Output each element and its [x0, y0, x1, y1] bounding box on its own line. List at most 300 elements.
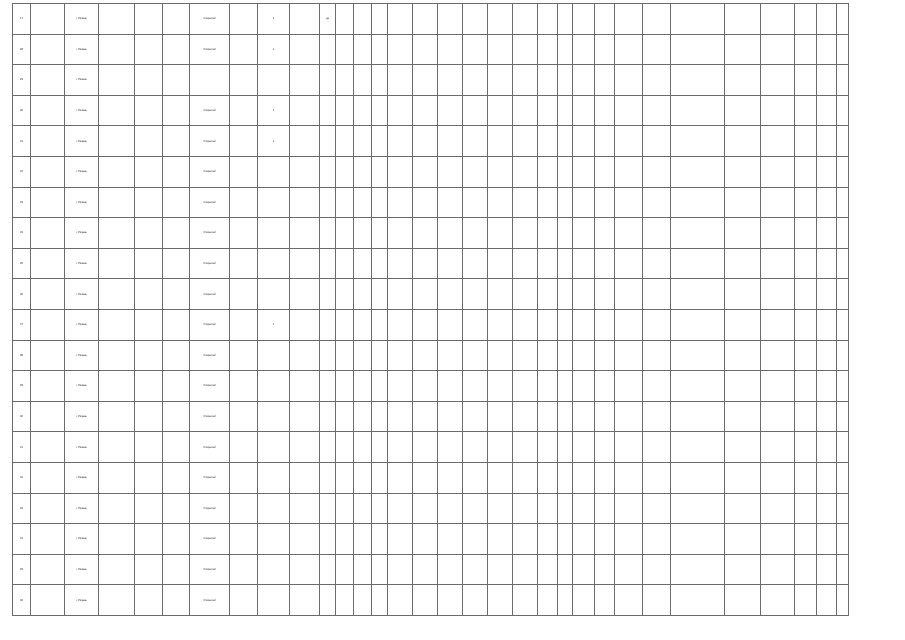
cell-col-23 [595, 462, 615, 493]
cell-address [99, 279, 135, 310]
cell-col-24 [615, 65, 643, 96]
cell-col-20 [538, 187, 558, 218]
cell-row-number: 40 [13, 401, 31, 432]
cell-coordinates [163, 371, 190, 402]
cell-col-28 [761, 95, 795, 126]
cell-containers-count [258, 432, 290, 463]
table-row [13, 493, 849, 524]
cell-col-14 [388, 34, 413, 65]
cell-col-25 [643, 34, 671, 65]
cell-fenced [336, 309, 354, 340]
table-row [13, 126, 849, 157]
cell-address [99, 218, 135, 249]
cell-city: г. Рязань [65, 279, 99, 310]
cell-col-16 [438, 218, 463, 249]
cell-surface [230, 585, 258, 616]
cell-registry-number [31, 462, 65, 493]
cell-col-18 [488, 585, 513, 616]
cell-col-18 [488, 126, 513, 157]
cell-covered [320, 493, 336, 524]
cell-col-18 [488, 554, 513, 585]
cell-coordinates [163, 309, 190, 340]
cell-col-25 [643, 309, 671, 340]
cell-col-26 [671, 95, 725, 126]
cell-col-23 [595, 156, 615, 187]
cell-col-22 [573, 554, 595, 585]
cell-containers-count [258, 279, 290, 310]
cell-city: г. Рязань [65, 95, 99, 126]
cell-coordinates [163, 65, 190, 96]
cell-containers-count [258, 401, 290, 432]
cell-col-20 [538, 524, 558, 555]
cell-col-17 [463, 371, 488, 402]
cell-container-volume [290, 156, 320, 187]
cell-col-26 [671, 65, 725, 96]
cell-containers-count [258, 462, 290, 493]
cell-col-15 [413, 401, 438, 432]
cell-col-21 [558, 309, 573, 340]
cell-col-13 [372, 309, 388, 340]
cell-empty [837, 218, 849, 249]
cell-col-27 [725, 432, 761, 463]
cell-col-23 [595, 309, 615, 340]
cell-coordinates [163, 34, 190, 65]
cell-col-18 [488, 371, 513, 402]
cell-col-13 [372, 462, 388, 493]
cell-col-22 [573, 340, 595, 371]
cell-registry-number [31, 95, 65, 126]
table-row [13, 65, 849, 96]
cell-site-type: Открытый [190, 34, 230, 65]
cell-fenced [336, 187, 354, 218]
cell-col-26 [671, 462, 725, 493]
cell-surface [230, 462, 258, 493]
cell-col-26 [671, 4, 725, 35]
cell-col-25 [643, 248, 671, 279]
cell-col-26 [671, 248, 725, 279]
cell-col-27 [725, 187, 761, 218]
cell-col-21 [558, 187, 573, 218]
cell-row-number: 41 [13, 432, 31, 463]
cell-container-volume [290, 279, 320, 310]
cell-col-26 [671, 493, 725, 524]
cell-col-20 [538, 585, 558, 616]
cell-col-28 [761, 279, 795, 310]
cell-col-18 [488, 65, 513, 96]
cell-col-19 [513, 279, 538, 310]
cell-city: г. Рязань [65, 493, 99, 524]
cell-col-25 [643, 585, 671, 616]
cell-row-number: 28 [13, 34, 31, 65]
cell-col-12 [354, 279, 372, 310]
cell-col-13 [372, 156, 388, 187]
cell-col-26 [671, 187, 725, 218]
cell-city: г. Рязань [65, 524, 99, 555]
cell-address-detail [135, 462, 163, 493]
cell-col-22 [573, 401, 595, 432]
cell-empty [817, 524, 837, 555]
cell-address [99, 371, 135, 402]
cell-col-12 [354, 371, 372, 402]
cell-address-detail [135, 554, 163, 585]
cell-col-25 [643, 524, 671, 555]
cell-col-17 [463, 524, 488, 555]
cell-col-16 [438, 401, 463, 432]
cell-col-15 [413, 554, 438, 585]
cell-col-19 [513, 309, 538, 340]
cell-empty [817, 4, 837, 35]
cell-row-number: 17 [13, 4, 31, 35]
cell-container-volume [290, 493, 320, 524]
cell-address-detail [135, 218, 163, 249]
cell-col-24 [615, 218, 643, 249]
cell-col-14 [388, 371, 413, 402]
cell-address-detail [135, 4, 163, 35]
cell-covered [320, 34, 336, 65]
cell-empty [817, 340, 837, 371]
cell-coordinates [163, 401, 190, 432]
cell-col-26 [671, 156, 725, 187]
cell-fenced [336, 340, 354, 371]
cell-col-13 [372, 34, 388, 65]
cell-address-detail [135, 309, 163, 340]
cell-col-24 [615, 34, 643, 65]
cell-col-23 [595, 493, 615, 524]
cell-col-15 [413, 95, 438, 126]
cell-container-volume [290, 309, 320, 340]
cell-empty [817, 248, 837, 279]
cell-surface [230, 340, 258, 371]
cell-surface [230, 248, 258, 279]
cell-col-16 [438, 279, 463, 310]
cell-col-27 [725, 493, 761, 524]
cell-surface [230, 401, 258, 432]
cell-col-16 [438, 95, 463, 126]
cell-col-14 [388, 4, 413, 35]
cell-surface [230, 493, 258, 524]
cell-col-27 [725, 524, 761, 555]
cell-container-volume [290, 401, 320, 432]
cell-containers-count [258, 585, 290, 616]
cell-col-25 [643, 371, 671, 402]
cell-containers-count: 1 [258, 4, 290, 35]
cell-col-29 [795, 156, 817, 187]
cell-col-29 [795, 432, 817, 463]
cell-col-25 [643, 95, 671, 126]
cell-col-22 [573, 462, 595, 493]
cell-col-25 [643, 4, 671, 35]
cell-surface [230, 554, 258, 585]
cell-empty [837, 4, 849, 35]
cell-row-number: 38 [13, 340, 31, 371]
cell-col-18 [488, 218, 513, 249]
cell-col-20 [538, 309, 558, 340]
cell-col-27 [725, 218, 761, 249]
cell-address-detail [135, 126, 163, 157]
cell-registry-number [31, 371, 65, 402]
cell-covered [320, 401, 336, 432]
cell-col-13 [372, 248, 388, 279]
cell-col-25 [643, 279, 671, 310]
cell-col-28 [761, 126, 795, 157]
cell-col-12 [354, 4, 372, 35]
cell-col-28 [761, 218, 795, 249]
cell-col-13 [372, 65, 388, 96]
cell-container-volume [290, 371, 320, 402]
cell-col-15 [413, 462, 438, 493]
cell-col-27 [725, 462, 761, 493]
cell-col-22 [573, 156, 595, 187]
cell-covered [320, 95, 336, 126]
cell-coordinates [163, 554, 190, 585]
cell-col-20 [538, 65, 558, 96]
cell-fenced [336, 95, 354, 126]
cell-empty [837, 585, 849, 616]
cell-empty [837, 371, 849, 402]
cell-col-19 [513, 524, 538, 555]
cell-col-24 [615, 554, 643, 585]
cell-covered [320, 309, 336, 340]
cell-col-29 [795, 65, 817, 96]
cell-col-20 [538, 4, 558, 35]
cell-col-23 [595, 95, 615, 126]
cell-empty [837, 554, 849, 585]
table-row [13, 279, 849, 310]
cell-coordinates [163, 218, 190, 249]
table-row [13, 4, 849, 35]
cell-fenced [336, 156, 354, 187]
cell-registry-number [31, 309, 65, 340]
cell-col-18 [488, 34, 513, 65]
cell-col-26 [671, 279, 725, 310]
cell-containers-count [258, 524, 290, 555]
cell-col-29 [795, 401, 817, 432]
cell-empty [817, 279, 837, 310]
cell-col-14 [388, 95, 413, 126]
cell-col-26 [671, 126, 725, 157]
cell-row-number: 36 [13, 279, 31, 310]
cell-fenced [336, 65, 354, 96]
cell-col-16 [438, 371, 463, 402]
cell-col-19 [513, 4, 538, 35]
cell-col-23 [595, 432, 615, 463]
cell-col-26 [671, 34, 725, 65]
cell-surface [230, 4, 258, 35]
cell-container-volume [290, 585, 320, 616]
cell-col-26 [671, 340, 725, 371]
cell-city: г. Рязань [65, 432, 99, 463]
cell-covered [320, 340, 336, 371]
cell-containers-count [258, 65, 290, 96]
cell-address [99, 493, 135, 524]
cell-empty [817, 432, 837, 463]
cell-fenced [336, 432, 354, 463]
cell-address-detail [135, 524, 163, 555]
cell-row-number: 46 [13, 585, 31, 616]
cell-site-type: Открытый [190, 4, 230, 35]
cell-col-17 [463, 279, 488, 310]
cell-coordinates [163, 126, 190, 157]
cell-row-number: 35 [13, 248, 31, 279]
cell-empty [837, 462, 849, 493]
cell-col-19 [513, 65, 538, 96]
cell-covered [320, 585, 336, 616]
cell-address-detail [135, 279, 163, 310]
cell-address [99, 34, 135, 65]
cell-col-22 [573, 432, 595, 463]
cell-empty [837, 65, 849, 96]
cell-col-19 [513, 401, 538, 432]
cell-registry-number [31, 279, 65, 310]
cell-surface [230, 126, 258, 157]
cell-containers-count: 1 [258, 34, 290, 65]
cell-containers-count: 1 [258, 126, 290, 157]
cell-col-21 [558, 524, 573, 555]
cell-col-21 [558, 585, 573, 616]
cell-col-23 [595, 187, 615, 218]
cell-empty [837, 95, 849, 126]
cell-col-14 [388, 218, 413, 249]
cell-col-22 [573, 585, 595, 616]
cell-col-16 [438, 65, 463, 96]
cell-col-17 [463, 432, 488, 463]
cell-col-20 [538, 156, 558, 187]
cell-address-detail [135, 340, 163, 371]
cell-empty [817, 95, 837, 126]
cell-col-23 [595, 279, 615, 310]
cell-col-19 [513, 585, 538, 616]
cell-site-type: Открытый [190, 340, 230, 371]
cell-address [99, 309, 135, 340]
cell-col-28 [761, 34, 795, 65]
cell-site-type: Открытый [190, 432, 230, 463]
cell-col-18 [488, 340, 513, 371]
cell-col-22 [573, 34, 595, 65]
cell-fenced [336, 493, 354, 524]
cell-col-29 [795, 462, 817, 493]
cell-col-21 [558, 248, 573, 279]
cell-col-15 [413, 524, 438, 555]
cell-covered: да [320, 4, 336, 35]
cell-col-26 [671, 585, 725, 616]
cell-col-27 [725, 340, 761, 371]
cell-col-23 [595, 126, 615, 157]
cell-address [99, 4, 135, 35]
cell-empty [817, 401, 837, 432]
cell-col-17 [463, 248, 488, 279]
cell-row-number: 42 [13, 462, 31, 493]
cell-col-17 [463, 585, 488, 616]
cell-covered [320, 156, 336, 187]
cell-address [99, 554, 135, 585]
cell-coordinates [163, 187, 190, 218]
cell-col-17 [463, 493, 488, 524]
table-row [13, 585, 849, 616]
cell-col-24 [615, 4, 643, 35]
cell-col-14 [388, 493, 413, 524]
cell-empty [817, 554, 837, 585]
cell-col-23 [595, 248, 615, 279]
cell-site-type [190, 65, 230, 96]
cell-registry-number [31, 4, 65, 35]
cell-col-21 [558, 462, 573, 493]
cell-col-22 [573, 95, 595, 126]
cell-site-type: Открытый [190, 248, 230, 279]
cell-col-22 [573, 493, 595, 524]
cell-surface [230, 524, 258, 555]
cell-col-13 [372, 95, 388, 126]
cell-col-21 [558, 554, 573, 585]
cell-col-22 [573, 248, 595, 279]
cell-col-16 [438, 248, 463, 279]
cell-containers-count [258, 248, 290, 279]
cell-empty [837, 156, 849, 187]
cell-col-14 [388, 65, 413, 96]
cell-covered [320, 462, 336, 493]
cell-container-volume [290, 340, 320, 371]
cell-col-29 [795, 218, 817, 249]
cell-registry-number [31, 524, 65, 555]
cell-site-type: Открытый [190, 156, 230, 187]
cell-col-29 [795, 279, 817, 310]
cell-col-28 [761, 554, 795, 585]
cell-col-14 [388, 340, 413, 371]
cell-col-16 [438, 432, 463, 463]
cell-col-20 [538, 279, 558, 310]
cell-col-19 [513, 340, 538, 371]
cell-col-18 [488, 309, 513, 340]
cell-registry-number [31, 65, 65, 96]
cell-col-19 [513, 371, 538, 402]
cell-col-14 [388, 126, 413, 157]
cell-address [99, 156, 135, 187]
cell-empty [817, 34, 837, 65]
table-row [13, 187, 849, 218]
cell-col-24 [615, 524, 643, 555]
cell-site-type: Открытый [190, 187, 230, 218]
cell-container-volume [290, 4, 320, 35]
cell-col-16 [438, 462, 463, 493]
cell-col-21 [558, 432, 573, 463]
cell-surface [230, 218, 258, 249]
table-row [13, 156, 849, 187]
cell-fenced [336, 248, 354, 279]
cell-col-25 [643, 493, 671, 524]
cell-col-25 [643, 187, 671, 218]
cell-empty [817, 156, 837, 187]
cell-covered [320, 65, 336, 96]
cell-empty [837, 309, 849, 340]
cell-empty [837, 340, 849, 371]
cell-col-14 [388, 309, 413, 340]
cell-containers-count [258, 187, 290, 218]
cell-site-type: Открытый [190, 126, 230, 157]
cell-row-number: 37 [13, 309, 31, 340]
cell-col-29 [795, 340, 817, 371]
table-row [13, 371, 849, 402]
cell-row-number: 30 [13, 95, 31, 126]
cell-col-19 [513, 462, 538, 493]
cell-surface [230, 95, 258, 126]
cell-col-19 [513, 432, 538, 463]
cell-col-17 [463, 309, 488, 340]
cell-address-detail [135, 371, 163, 402]
cell-col-12 [354, 34, 372, 65]
cell-col-24 [615, 401, 643, 432]
cell-col-29 [795, 309, 817, 340]
cell-col-15 [413, 65, 438, 96]
cell-address-detail [135, 493, 163, 524]
